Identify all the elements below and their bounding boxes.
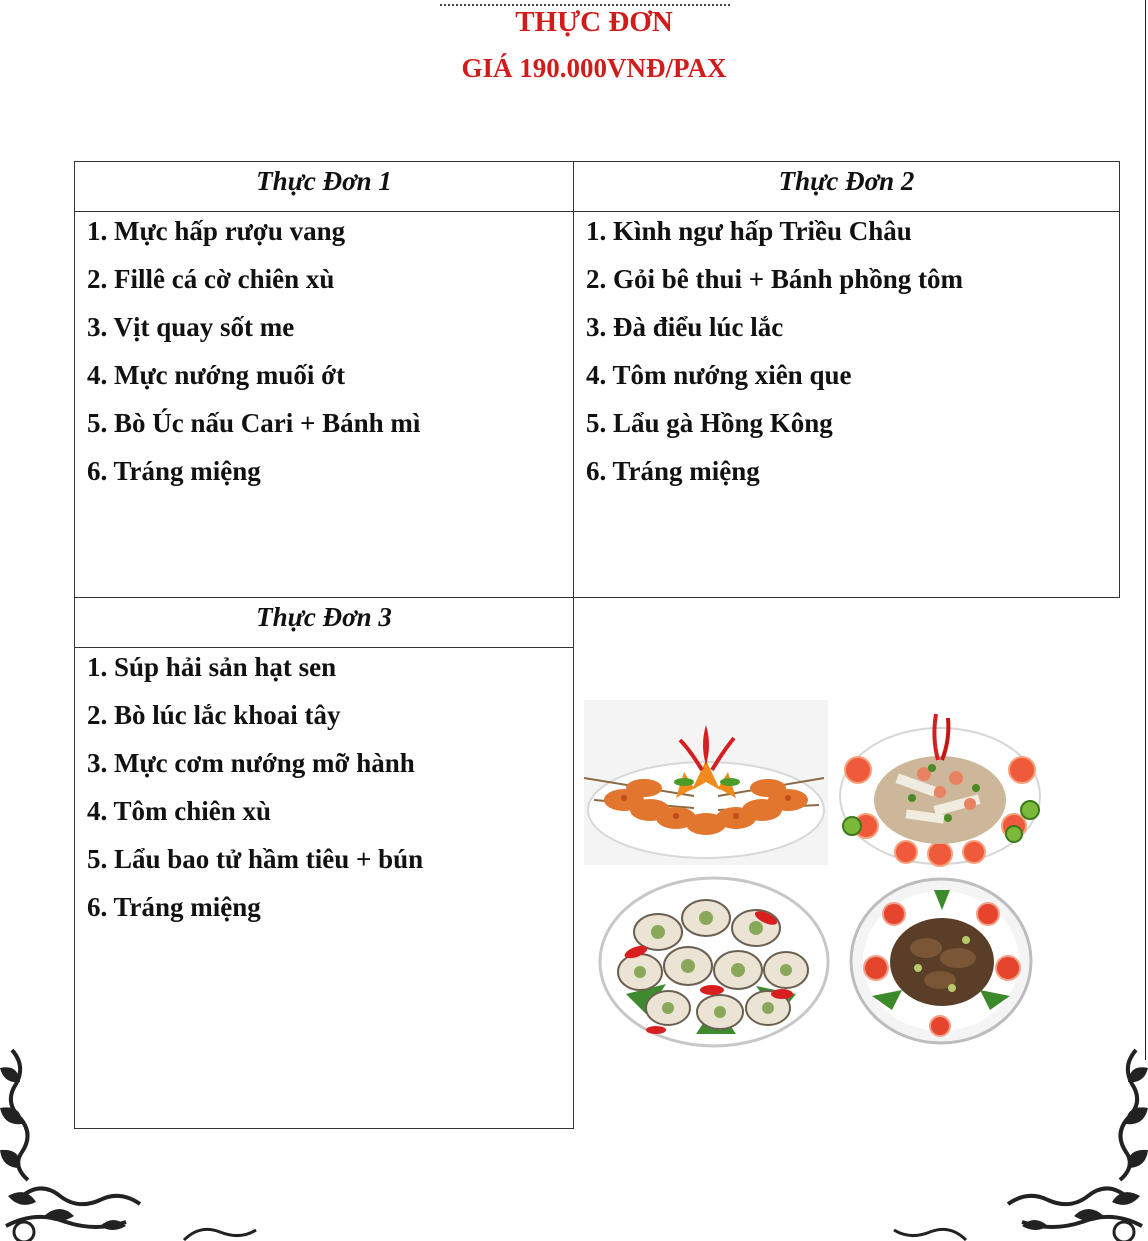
price-line: GIÁ 190.000VNĐ/PAX	[461, 53, 727, 83]
veal-salad-photo	[836, 708, 1046, 868]
menu-3-item: 6. Tráng miệng	[87, 892, 261, 922]
menu-3-item: 5. Lẩu bao tử hầm tiêu + bún	[87, 844, 424, 874]
menu-3-list	[75, 648, 573, 936]
menu-1-item: 5. Bò Úc nấu Cari + Bánh mì	[87, 408, 421, 438]
menu-1-title: Thực Đơn 1	[75, 162, 573, 212]
menu-2-item: 4. Tôm nướng xiên que	[586, 360, 852, 390]
menu-2-item: 2. Gỏi bê thui + Bánh phồng tôm	[586, 264, 963, 294]
menu-3-title: Thực Đơn 3	[75, 598, 573, 648]
beef-salad-photo	[848, 876, 1034, 1046]
prawn-skewers-photo	[584, 700, 828, 865]
menu-title: THỰC ĐƠN	[515, 6, 673, 38]
menu-3-item: 4. Tôm chiên xù	[87, 796, 272, 826]
menu-box-1	[74, 161, 574, 598]
menu-1-item: 3. Vịt quay sốt me	[87, 312, 295, 342]
page-border	[1145, 0, 1146, 1060]
menu-2-title: Thực Đơn 2	[574, 162, 1119, 212]
bottom-flourish-right	[890, 1222, 970, 1241]
menu-3-item: 1. Súp hải sản hạt sen	[87, 652, 337, 682]
bottom-flourish-left	[180, 1222, 260, 1241]
left-ornament	[0, 1046, 160, 1241]
menu-1-item: 1. Mực hấp rượu vang	[87, 216, 346, 246]
menu-2-item: 6. Tráng miệng	[586, 456, 760, 486]
menu-2-item: 1. Kình ngư hấp Triều Châu	[586, 216, 912, 246]
menu-box-2	[573, 161, 1120, 598]
right-ornament	[988, 1046, 1148, 1241]
menu-1-list	[75, 212, 573, 500]
menu-1-item: 2. Fillê cá cờ chiên xù	[87, 264, 335, 294]
menu-2-list	[574, 212, 1119, 500]
menu-3-item: 3. Mực cơm nướng mỡ hành	[87, 748, 415, 778]
menu-3-item: 2. Bò lúc lắc khoai tây	[87, 700, 341, 730]
menu-1-item: 6. Tráng miệng	[87, 456, 261, 486]
menu-1-item: 4. Mực nướng muối ớt	[87, 360, 346, 390]
clams-photo	[596, 874, 832, 1054]
menu-2-item: 3. Đà điểu lúc lắc	[586, 312, 784, 342]
menu-2-item: 5. Lẩu gà Hồng Kông	[586, 408, 833, 438]
